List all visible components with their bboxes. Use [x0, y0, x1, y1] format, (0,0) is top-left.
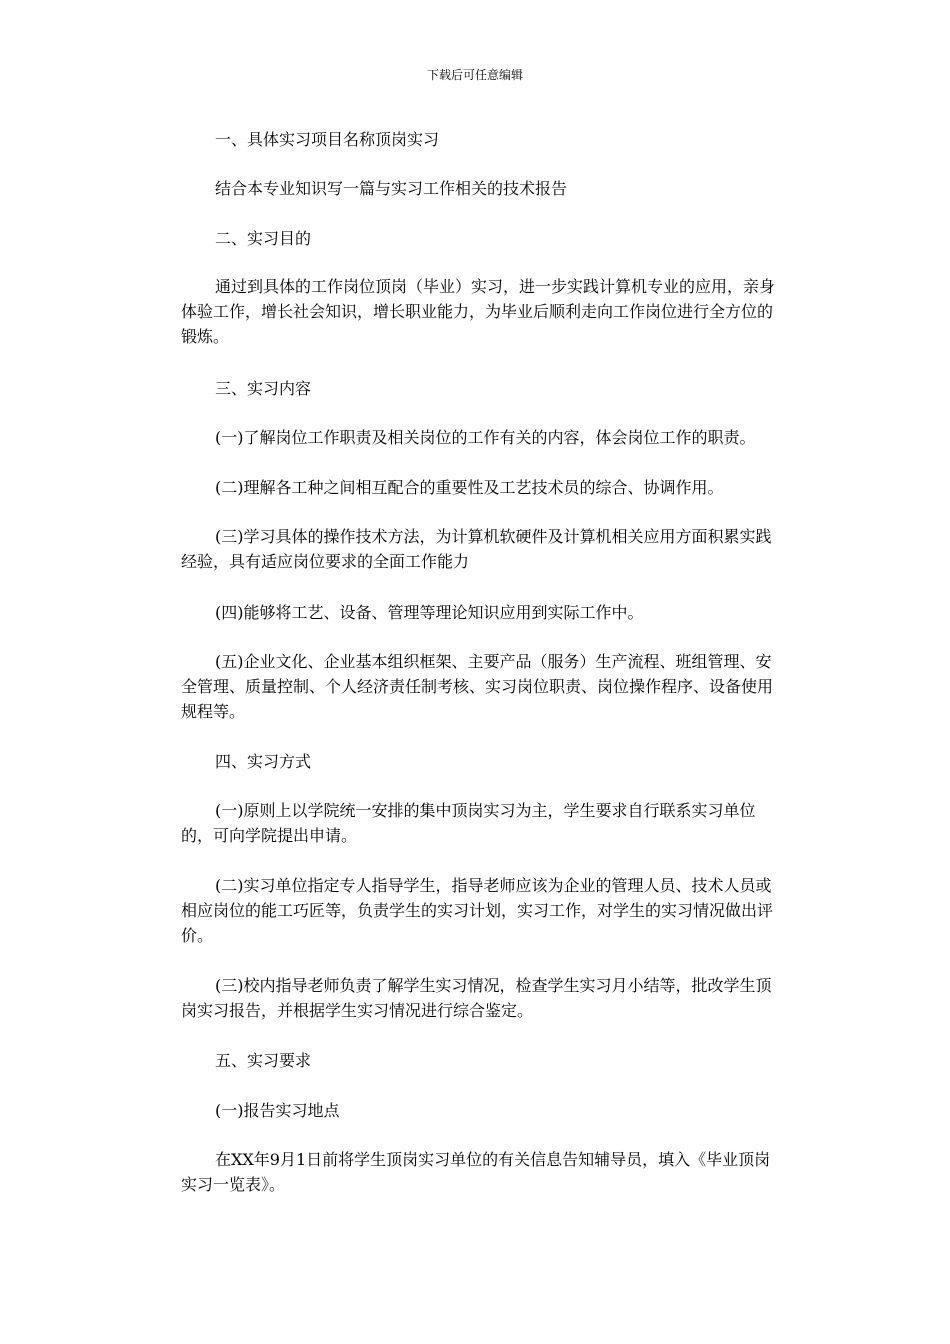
method-item-1: (一)原则上以学院统一安排的集中顶岗实习为主，学生要求自行联系实习单位的，可向学院提出申请。 — [181, 801, 756, 845]
content-item-5: (五)企业文化、企业基本组织框架、主要产品（服务）生产流程、班组管理、安全管理、质量控制、个人经济责任制考核、实习岗位职责、岗位操作程序、设备使用规程等。 — [181, 652, 774, 721]
section-heading-content: 三、实习内容 — [215, 379, 312, 398]
page-header-note: 下载后可任意编辑 — [426, 68, 523, 82]
content-item-4: (四)能够将工艺、设备、管理等理论知识应用到实际工作中。 — [215, 603, 644, 622]
section-heading-requirements: 五、实习要求 — [215, 1051, 312, 1070]
content-item-1: (一)了解岗位工作职责及相关岗位的工作有关的内容，体会岗位工作的职责。 — [215, 428, 756, 447]
paragraph-purpose: 通过到具体的工作岗位顶岗（毕业）实习，进一步实践计算机专业的应用，亲身体验工作，增长社会知识，增长职业能力，为毕业后顺利走向工作岗位进行全方位的锻炼。 — [181, 277, 776, 346]
section-heading-purpose: 二、实习目的 — [215, 229, 312, 248]
paragraph-report-deadline: 在XX年9月1日前将学生顶岗实习单位的有关信息告知辅导员，填入《毕业顶岗实习一览表》。 — [181, 1150, 771, 1194]
method-item-2: (二)实习单位指定专人指导学生，指导老师应该为企业的管理人员、技术人员或相应岗位的能工巧匠等，负责学生的实习计划，实习工作，对学生的实习情况做出评价。 — [181, 876, 774, 945]
section-heading-project-name: 一、具体实习项目名称顶岗实习 — [215, 130, 440, 149]
method-item-3: (三)校内指导老师负责了解学生实习情况，检查学生实习月小结等，批改学生顶岗实习报告，并根据学生实习情况进行综合鉴定。 — [181, 976, 772, 1020]
content-item-3: (三)学习具体的操作技术方法，为计算机软硬件及计算机相关应用方面积累实践经验，具有适应岗位要求的全面工作能力 — [181, 527, 772, 571]
content-item-2: (二)理解各工种之间相互配合的重要性及工艺技术员的综合、协调作用。 — [215, 478, 724, 497]
requirement-item-1: (一)报告实习地点 — [215, 1101, 340, 1120]
section-heading-method: 四、实习方式 — [215, 752, 312, 771]
paragraph-report-requirement: 结合本专业知识写一篇与实习工作相关的技术报告 — [215, 179, 568, 198]
